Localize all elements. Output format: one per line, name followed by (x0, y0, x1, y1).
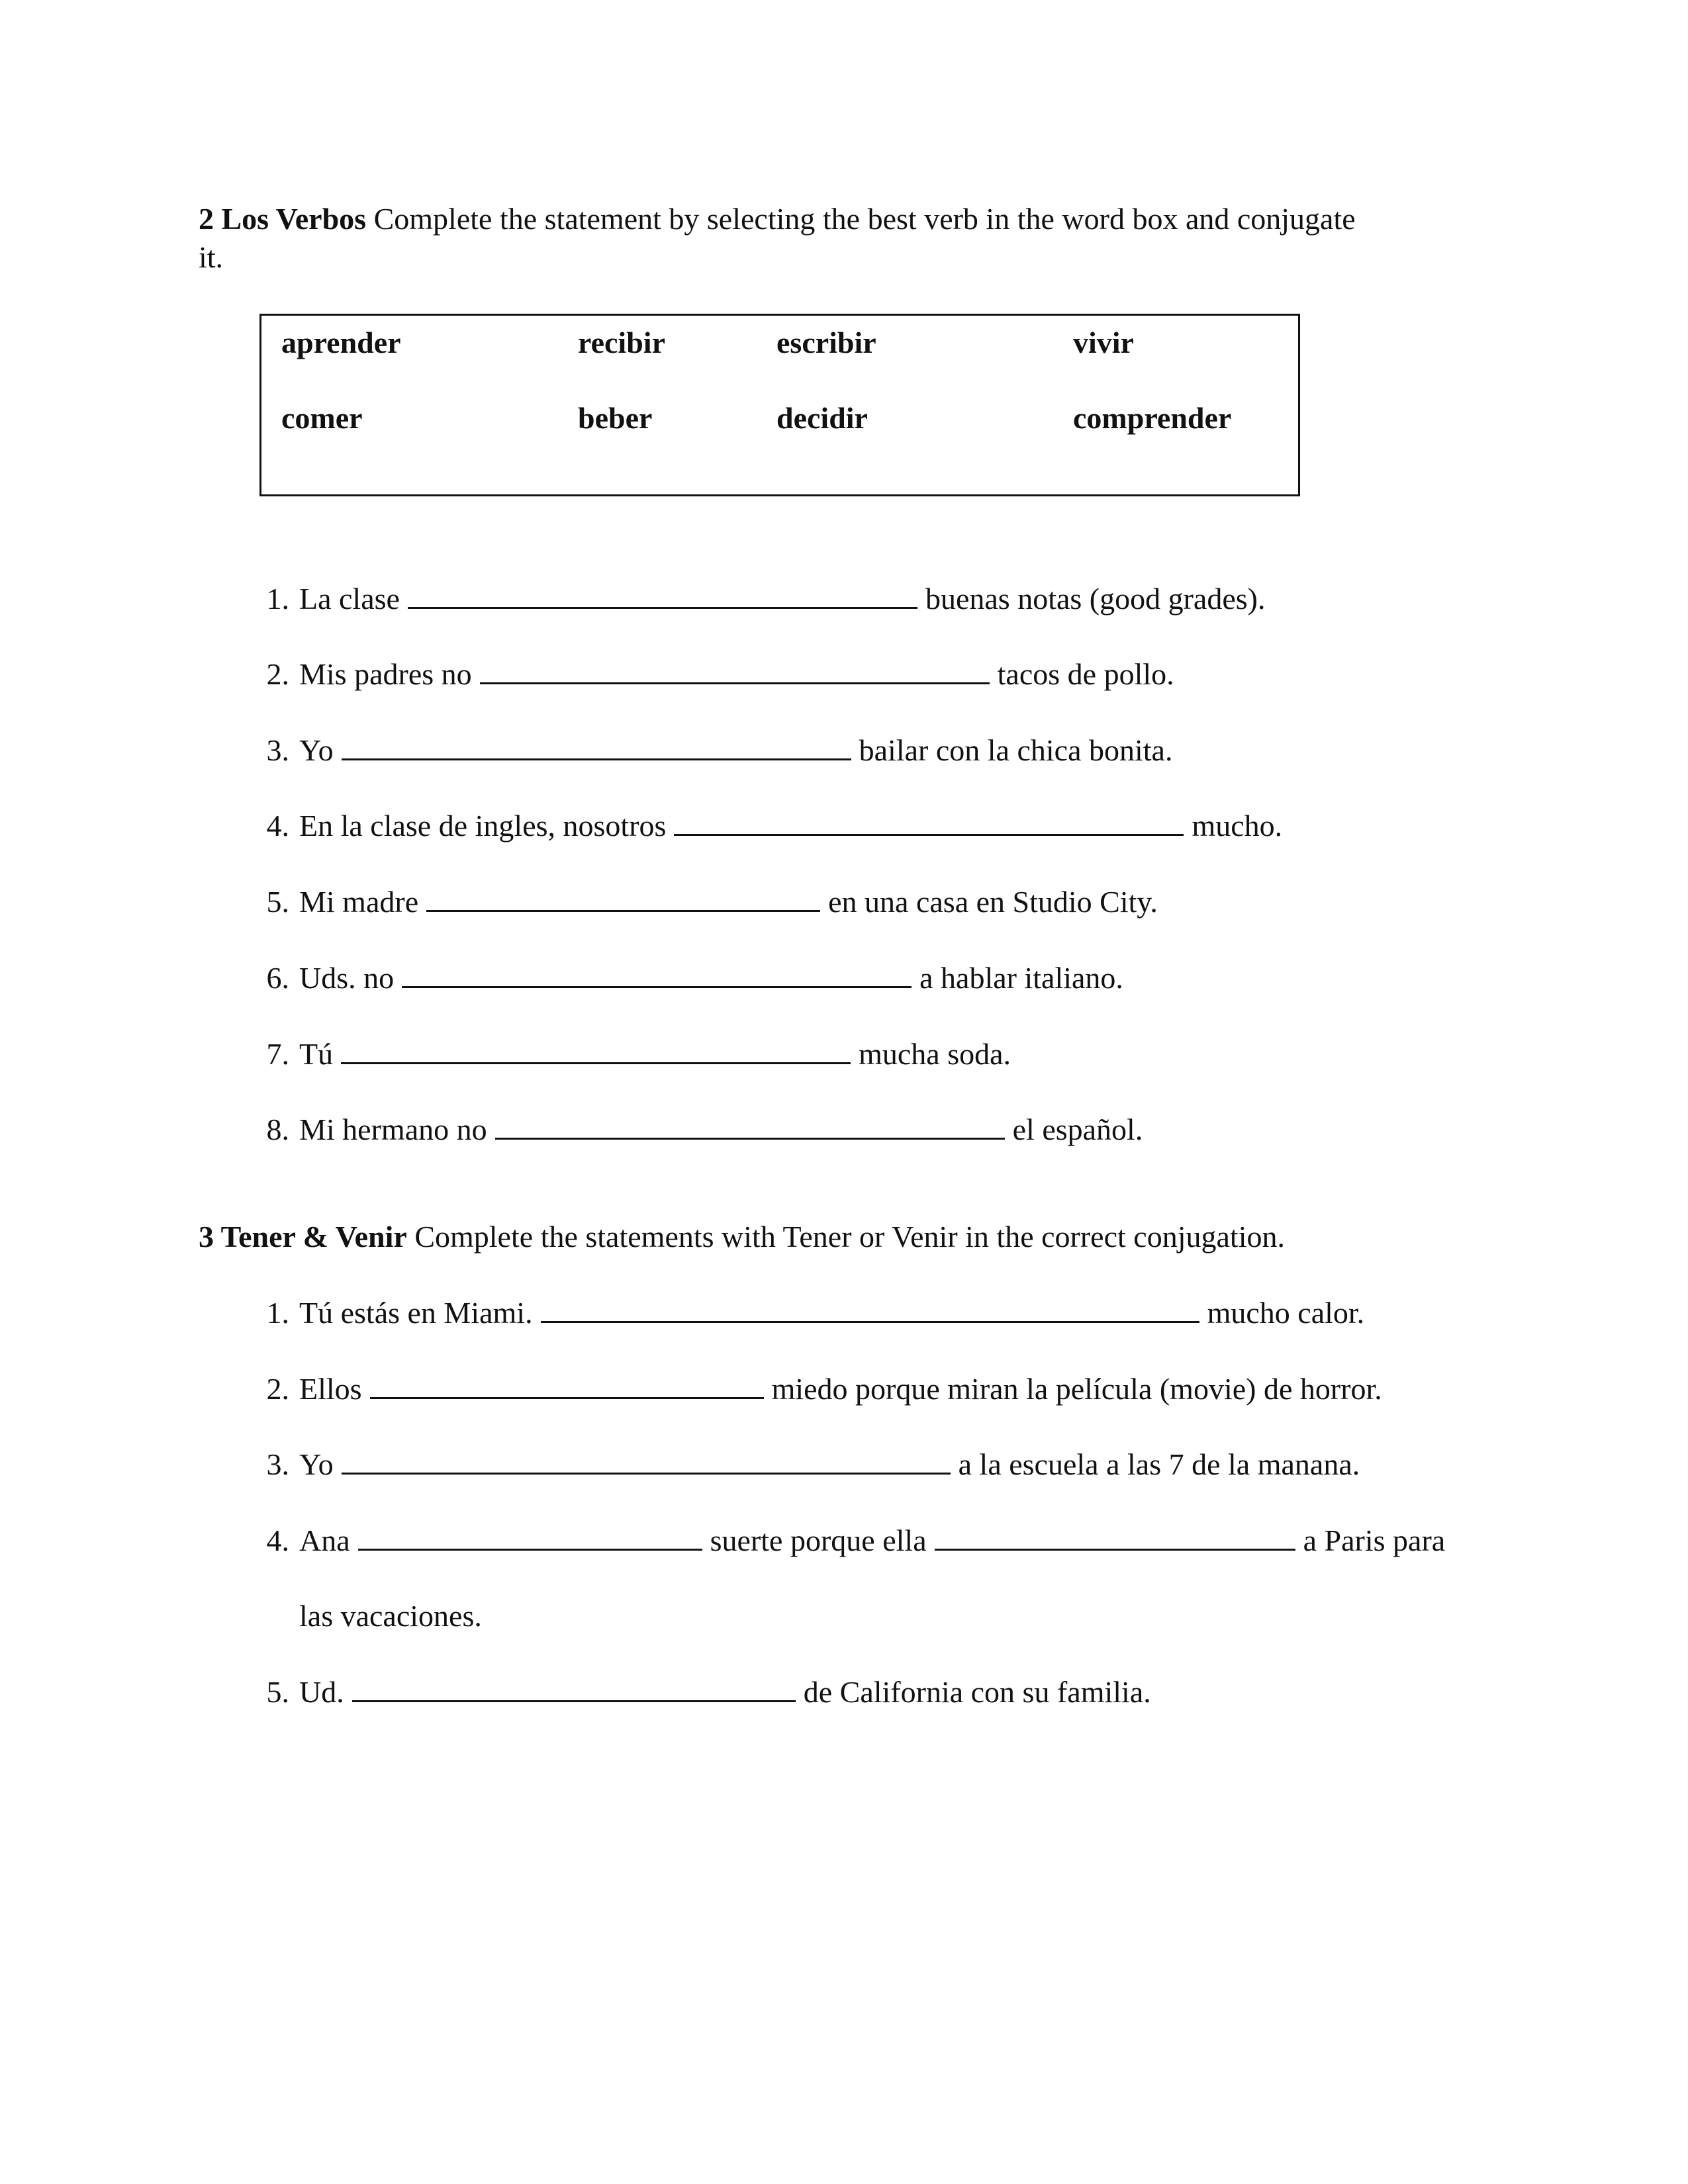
item-prompt: Mis padres no (299, 657, 472, 691)
answer-blank[interactable] (541, 1295, 1199, 1323)
word-box-item: beber (578, 401, 653, 435)
answer-blank[interactable] (402, 960, 912, 988)
item-prompt: En la clase de ingles, nosotros (299, 809, 667, 842)
answer-blank[interactable] (674, 807, 1184, 836)
item-prompt-middle: suerte porque ella (710, 1524, 927, 1557)
answer-blank[interactable] (370, 1371, 764, 1399)
item-prompt: Ud. (299, 1675, 344, 1709)
item-number: 6. (266, 961, 289, 995)
item-prompt-end: tacos de pollo. (997, 657, 1174, 691)
item-prompt: Uds. no (299, 961, 395, 995)
item-prompt-end: miedo porque miran la película (movie) de horror. (771, 1372, 1382, 1406)
answer-blank[interactable] (358, 1522, 702, 1551)
item-prompt: Tú estás en Miami. (299, 1296, 533, 1330)
section-3-item-4-continuation: las vacaciones. (299, 1599, 482, 1633)
word-box-item: vivir (1073, 326, 1134, 359)
word-box-item: recibir (578, 326, 665, 359)
item-number: 3. (266, 1447, 289, 1481)
item-prompt: Mi hermano no (299, 1113, 487, 1146)
item-number: 1. (266, 1296, 289, 1330)
item-prompt: La clase (299, 582, 400, 615)
section-2-instructions-continued: it. (199, 240, 224, 274)
item-number: 1. (266, 582, 289, 615)
item-number: 4. (266, 1524, 289, 1557)
item-prompt: Ana (299, 1524, 350, 1557)
item-number: 3. (266, 733, 289, 767)
section-2-heading (199, 200, 1356, 238)
answer-blank[interactable] (341, 1036, 851, 1064)
item-prompt: Ellos (299, 1372, 362, 1406)
word-box (259, 314, 1300, 496)
item-prompt-end: mucha soda. (859, 1037, 1011, 1071)
answer-blank[interactable] (352, 1674, 796, 1702)
answer-blank[interactable] (495, 1111, 1005, 1140)
word-box-item: decidir (776, 401, 868, 435)
item-number: 5. (266, 885, 289, 919)
item-number: 2. (266, 657, 289, 691)
answer-blank[interactable] (342, 732, 851, 760)
answer-blank[interactable] (342, 1446, 951, 1475)
item-prompt-end: mucho. (1192, 809, 1283, 842)
item-prompt-end: el español. (1012, 1113, 1143, 1146)
item-prompt-end: a hablar italiano. (919, 961, 1123, 995)
section-2-title: 2 Los Verbos (199, 202, 367, 236)
item-number: 8. (266, 1113, 289, 1146)
section-3-heading (199, 1218, 1285, 1256)
word-box-item: comprender (1073, 401, 1232, 435)
item-prompt: Yo (299, 733, 334, 767)
item-prompt-end: a Paris para (1303, 1524, 1446, 1557)
item-number: 7. (266, 1037, 289, 1071)
word-box-item: aprender (281, 326, 401, 359)
answer-blank[interactable] (480, 656, 990, 684)
item-number: 4. (266, 809, 289, 842)
item-prompt-end: a la escuela a las 7 de la manana. (958, 1447, 1360, 1481)
item-prompt-end: en una casa en Studio City. (828, 885, 1158, 919)
item-prompt-end: buenas notas (good grades). (925, 582, 1266, 615)
item-prompt: Mi madre (299, 885, 419, 919)
answer-blank[interactable] (426, 884, 820, 912)
section-2-instructions: Complete the statement by selecting the best verb in the word box and conjugate (366, 202, 1356, 236)
word-box-item: comer (281, 401, 363, 435)
item-number: 2. (266, 1372, 289, 1406)
item-prompt-end: de California con su familia. (803, 1675, 1151, 1709)
section-3-instructions: Complete the statements with Tener or Venir in the correct conjugation. (406, 1220, 1285, 1253)
item-prompt: Yo (299, 1447, 334, 1481)
section-3-title: 3 Tener & Venir (199, 1220, 407, 1253)
item-prompt-end: mucho calor. (1207, 1296, 1365, 1330)
answer-blank[interactable] (935, 1522, 1295, 1551)
item-prompt: Tú (299, 1037, 334, 1071)
answer-blank[interactable] (408, 580, 917, 609)
item-number: 5. (266, 1675, 289, 1709)
word-box-item: escribir (776, 326, 876, 359)
item-prompt-end: bailar con la chica bonita. (859, 733, 1173, 767)
